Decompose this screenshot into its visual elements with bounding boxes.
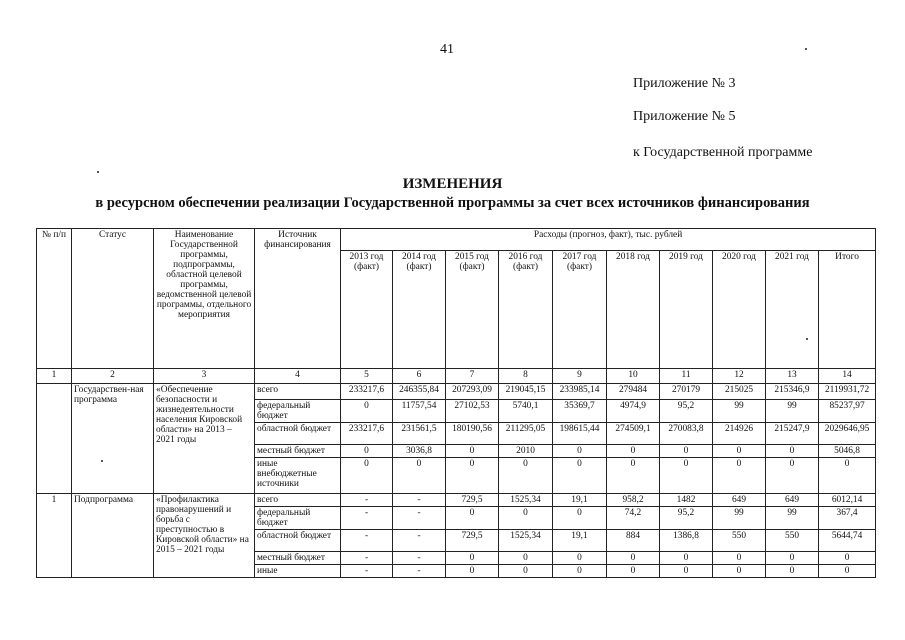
expense-value: 6012,14	[819, 494, 876, 507]
expense-value: 0	[660, 445, 713, 458]
expense-value: 5046,8	[819, 445, 876, 458]
expense-value: 0	[607, 458, 660, 494]
expense-value: 0	[553, 445, 607, 458]
expense-value: 550	[713, 530, 766, 552]
expense-value: 211295,05	[499, 423, 553, 445]
year-header: 2017 год (факт)	[553, 251, 607, 369]
expense-value: 99	[766, 400, 819, 423]
expense-value: 99	[713, 400, 766, 423]
expense-value: 270083,8	[660, 423, 713, 445]
year-header: 2016 год (факт)	[499, 251, 553, 369]
expense-value: 649	[713, 494, 766, 507]
year-header: 2014 год (факт)	[393, 251, 446, 369]
expense-value: 0	[446, 458, 499, 494]
expense-value: 99	[713, 507, 766, 530]
page-number: 41	[440, 42, 454, 57]
expense-value: 85237,97	[819, 400, 876, 423]
expense-value: 0	[660, 458, 713, 494]
expense-value: 274509,1	[607, 423, 660, 445]
expense-value: 0	[607, 565, 660, 578]
expense-value: 0	[446, 552, 499, 565]
expense-value: 3036,8	[393, 445, 446, 458]
expense-value: 0	[713, 445, 766, 458]
document-title: ИЗМЕНЕНИЯ	[402, 176, 503, 192]
expense-value: 367,4	[819, 507, 876, 530]
row-status: Подпрограмма	[72, 494, 154, 578]
document-subtitle: в ресурсном обеспечении реализации Государственной программы за счет всех источников финансирования	[95, 195, 810, 211]
expense-value: 0	[660, 565, 713, 578]
column-number: 9	[553, 369, 607, 384]
row-program-name: «Профилактика правонарушений и борьба с преступностью в Кировской области» на 2015 – 2021 годы	[154, 494, 255, 578]
year-header: 2013 год (факт)	[341, 251, 393, 369]
column-number: 1	[37, 369, 72, 384]
expense-value: 0	[499, 552, 553, 565]
expense-value: 19,1	[553, 494, 607, 507]
expense-value: -	[393, 494, 446, 507]
annex-line-1: Приложение № 3	[633, 76, 736, 91]
expense-value: 0	[607, 552, 660, 565]
expense-value: -	[393, 507, 446, 530]
expense-value: 0	[446, 565, 499, 578]
expense-value: 35369,7	[553, 400, 607, 423]
expense-value: 0	[819, 552, 876, 565]
expense-value: 0	[713, 565, 766, 578]
expense-value: 2119931,72	[819, 384, 876, 400]
column-number: 4	[255, 369, 341, 384]
expense-value: 270179	[660, 384, 713, 400]
expense-value: 0	[341, 445, 393, 458]
row-program-name: «Обеспечение безопасности и жизнедеятельности населения Кировской области» на 2013 – 2021 годы	[154, 384, 255, 494]
row-number	[37, 384, 72, 494]
header-expenses: Расходы (прогноз, факт), тыс. рублей	[341, 229, 876, 251]
expense-value: 0	[553, 565, 607, 578]
funding-source: федеральный бюджет	[255, 400, 341, 423]
column-number: 3	[154, 369, 255, 384]
funding-source: иные	[255, 565, 341, 578]
expense-value: 19,1	[553, 530, 607, 552]
expense-value: 0	[446, 507, 499, 530]
table-row	[37, 494, 876, 507]
expense-value: 207293,09	[446, 384, 499, 400]
expense-value: 95,2	[660, 400, 713, 423]
expense-value: -	[341, 507, 393, 530]
expense-value: 884	[607, 530, 660, 552]
expense-value: 215346,9	[766, 384, 819, 400]
expense-value: 233217,6	[341, 423, 393, 445]
expense-value: 11757,54	[393, 400, 446, 423]
funding-source: иные внебюджетные источники	[255, 458, 341, 494]
expense-value: 95,2	[660, 507, 713, 530]
expense-value: 729,5	[446, 530, 499, 552]
funding-source: местный бюджет	[255, 552, 341, 565]
expense-value: 219045,15	[499, 384, 553, 400]
expense-value: 215025	[713, 384, 766, 400]
scan-speck	[805, 48, 807, 50]
expense-value: -	[393, 565, 446, 578]
expense-value: 0	[553, 458, 607, 494]
funding-source: областной бюджет	[255, 530, 341, 552]
expense-value: 74,2	[607, 507, 660, 530]
column-number: 10	[607, 369, 660, 384]
expense-value: 279484	[607, 384, 660, 400]
expense-value: 180190,56	[446, 423, 499, 445]
expense-value: 27102,53	[446, 400, 499, 423]
year-header: 2015 год (факт)	[446, 251, 499, 369]
expense-value: 0	[766, 565, 819, 578]
expense-value: 649	[766, 494, 819, 507]
expense-value: 214926	[713, 423, 766, 445]
expense-value: 0	[553, 507, 607, 530]
expense-value: 1386,8	[660, 530, 713, 552]
expense-value: 0	[553, 552, 607, 565]
expense-value: 0	[607, 445, 660, 458]
expense-value: 0	[393, 458, 446, 494]
column-number: 14	[819, 369, 876, 384]
expense-value: 0	[660, 552, 713, 565]
expense-value: 0	[713, 458, 766, 494]
expense-value: 246355,84	[393, 384, 446, 400]
expense-value: 233985,14	[553, 384, 607, 400]
expense-value: -	[341, 552, 393, 565]
column-number: 11	[660, 369, 713, 384]
expense-value: -	[341, 494, 393, 507]
funding-source: всего	[255, 494, 341, 507]
annex-line-3: к Государственной программе	[633, 145, 813, 160]
funding-source: федеральный бюджет	[255, 507, 341, 530]
expense-value: 550	[766, 530, 819, 552]
expense-value: 5644,74	[819, 530, 876, 552]
expense-value: 99	[766, 507, 819, 530]
header-source: Источник финансирования	[255, 229, 341, 369]
resource-table	[36, 228, 876, 578]
expense-value: -	[341, 530, 393, 552]
year-header: Итого	[819, 251, 876, 369]
funding-source: всего	[255, 384, 341, 400]
scan-speck	[97, 171, 99, 173]
expense-value: 231561,5	[393, 423, 446, 445]
expense-value: 0	[766, 458, 819, 494]
column-number: 8	[499, 369, 553, 384]
expense-value: 2010	[499, 445, 553, 458]
expense-value: 198615,44	[553, 423, 607, 445]
expense-value: 0	[499, 458, 553, 494]
expense-value: 0	[766, 552, 819, 565]
expense-value: 1525,34	[499, 530, 553, 552]
header-name: Наименование Государственной программы, подпрограммы, областной целевой программы, ведомственной целевой программы, отдельного мероприятия	[154, 229, 255, 369]
expense-value: -	[341, 565, 393, 578]
expense-value: 2029646,95	[819, 423, 876, 445]
column-number: 13	[766, 369, 819, 384]
expense-value: -	[393, 552, 446, 565]
expense-value: 0	[341, 400, 393, 423]
year-header: 2019 год	[660, 251, 713, 369]
expense-value: 0	[499, 507, 553, 530]
expense-value: 0	[819, 458, 876, 494]
expense-value: 5740,1	[499, 400, 553, 423]
expense-value: 4974,9	[607, 400, 660, 423]
header-num: № п/п	[37, 229, 72, 369]
expense-value: 0	[499, 565, 553, 578]
row-status: Государствен-ная программа	[72, 384, 154, 494]
column-number: 5	[341, 369, 393, 384]
column-number: 12	[713, 369, 766, 384]
expense-value: 958,2	[607, 494, 660, 507]
column-number: 6	[393, 369, 446, 384]
expense-value: 0	[819, 565, 876, 578]
column-number-row	[37, 369, 876, 384]
year-header: 2021 год	[766, 251, 819, 369]
expense-value: 0	[766, 445, 819, 458]
funding-source: областной бюджет	[255, 423, 341, 445]
expense-value: 729,5	[446, 494, 499, 507]
expense-value: 215247,9	[766, 423, 819, 445]
table-row	[37, 384, 876, 400]
row-number: 1	[37, 494, 72, 578]
year-header: 2020 год	[713, 251, 766, 369]
expense-value: 1525,34	[499, 494, 553, 507]
column-number: 2	[72, 369, 154, 384]
funding-source: местный бюджет	[255, 445, 341, 458]
expense-value: 0	[341, 458, 393, 494]
expense-value: 1482	[660, 494, 713, 507]
column-number: 7	[446, 369, 499, 384]
expense-value: 233217,6	[341, 384, 393, 400]
header-status: Статус	[72, 229, 154, 369]
annex-line-2: Приложение № 5	[633, 109, 736, 124]
expense-value: 0	[446, 445, 499, 458]
expense-value: 0	[713, 552, 766, 565]
expense-value: -	[393, 530, 446, 552]
table-body	[37, 384, 876, 578]
year-header: 2018 год	[607, 251, 660, 369]
